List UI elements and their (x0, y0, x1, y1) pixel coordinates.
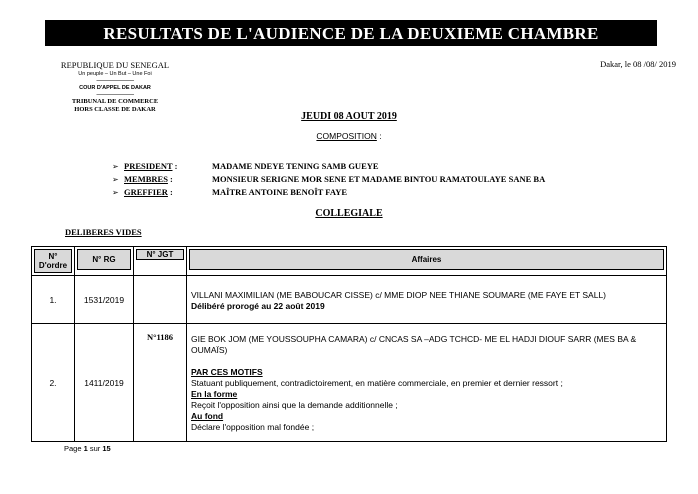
header-jgt: N° JGT (134, 247, 187, 276)
hearing-day: JEUDI 08 AOUT 2019 (301, 111, 397, 122)
role-row-president (112, 160, 545, 173)
arrow-bullet-icon: ➢ (112, 162, 119, 171)
case-decision: Délibéré prorogé au 22 août 2019 (191, 301, 325, 311)
role-label: MEMBRES : (124, 174, 173, 184)
republic-title: REPUBLIQUE DU SENEGAL (60, 60, 170, 70)
cell-rg: 1531/2019 (75, 276, 134, 324)
case-parties: GIE BOK JOM (ME YOUSSOUPHA CAMARA) c/ CNCAS SA –ADG TCHCD- ME EL HADJI DIOUF SARR (MES BA & OUMAÏS) (191, 334, 637, 355)
cases-table (31, 246, 667, 442)
forme-title: En la forme (191, 389, 238, 399)
page-footer: Page 1 sur 15 (64, 444, 111, 453)
republic-header (45, 60, 185, 114)
motifs-text: Statuant publiquement, contradictoirement, en matière commerciale, en premier et dernier ressort ; (191, 378, 563, 388)
role-label: GREFFIER : (124, 187, 173, 197)
current-page: 1 (83, 444, 88, 453)
fond-title: Au fond (191, 411, 224, 421)
role-row-membres (112, 173, 545, 186)
role-name: MADAME NDEYE TENING SAMB GUEYE (212, 161, 379, 171)
date-line: Dakar, le 08 /08/ 2019 (600, 59, 676, 69)
fond-text: Déclare l'opposition mal fondée ; (191, 422, 315, 432)
tribunal-name-2: HORS CLASSE DE DAKAR (74, 106, 156, 113)
composition-list (112, 160, 545, 199)
arrow-bullet-icon: ➢ (112, 175, 119, 184)
header-rg: N° RG (75, 247, 134, 276)
total-pages: 15 (102, 444, 111, 453)
composition-heading (0, 131, 698, 141)
case-parties: VILLANI MAXIMILIAN (ME BABOUCAR CISSE) c/ MME DIOP NEE THIANE SOUMARE (ME FAYE ET SALL) (191, 290, 607, 300)
page-banner: RESULTATS DE L'AUDIENCE DE LA DEUXIEME CHAMBRE (45, 20, 657, 46)
role-row-greffier (112, 186, 545, 199)
table-row (32, 324, 667, 442)
subsection-title-deliberes: DELIBERES VIDES (65, 227, 142, 237)
court-name: COUR D'APPEL DE DAKAR (79, 85, 151, 91)
composition-suffix: : (376, 131, 382, 141)
table-header-row (32, 247, 667, 276)
role-label: PRESIDENT : (124, 161, 178, 171)
separator: ------------------------- (96, 92, 134, 98)
header-affaires: Affaires (187, 247, 667, 276)
forme-text: Reçoit l'opposition ainsi que la demande additionnelle ; (191, 400, 398, 410)
role-name: MONSIEUR SERIGNE MOR SENE ET MADAME BINTOU RAMATOULAYE SANE BA (212, 174, 546, 184)
table-row (32, 276, 667, 324)
cell-affaires (187, 324, 667, 442)
tribunal-name-1: TRIBUNAL DE COMMERCE (71, 98, 159, 105)
cell-ordre: 1. (32, 276, 75, 324)
cell-jgt (134, 276, 187, 324)
role-name: MAÎTRE ANTOINE BENOÎT FAYE (212, 187, 348, 197)
motifs-title: PAR CES MOTIFS (191, 367, 263, 377)
republic-motto: Un peuple – Un But – Une Foi (78, 71, 152, 77)
cell-jgt: N°1186 (134, 324, 187, 442)
separator: ------------------------- (96, 78, 134, 84)
arrow-bullet-icon: ➢ (112, 188, 119, 197)
cell-ordre: 2. (32, 324, 75, 442)
cell-affaires (187, 276, 667, 324)
composition-label: COMPOSITION (316, 131, 377, 141)
header-ordre: N° D'ordre (32, 247, 75, 276)
cell-rg: 1411/2019 (75, 324, 134, 442)
section-title-collegiale: COLLEGIALE (315, 208, 383, 219)
